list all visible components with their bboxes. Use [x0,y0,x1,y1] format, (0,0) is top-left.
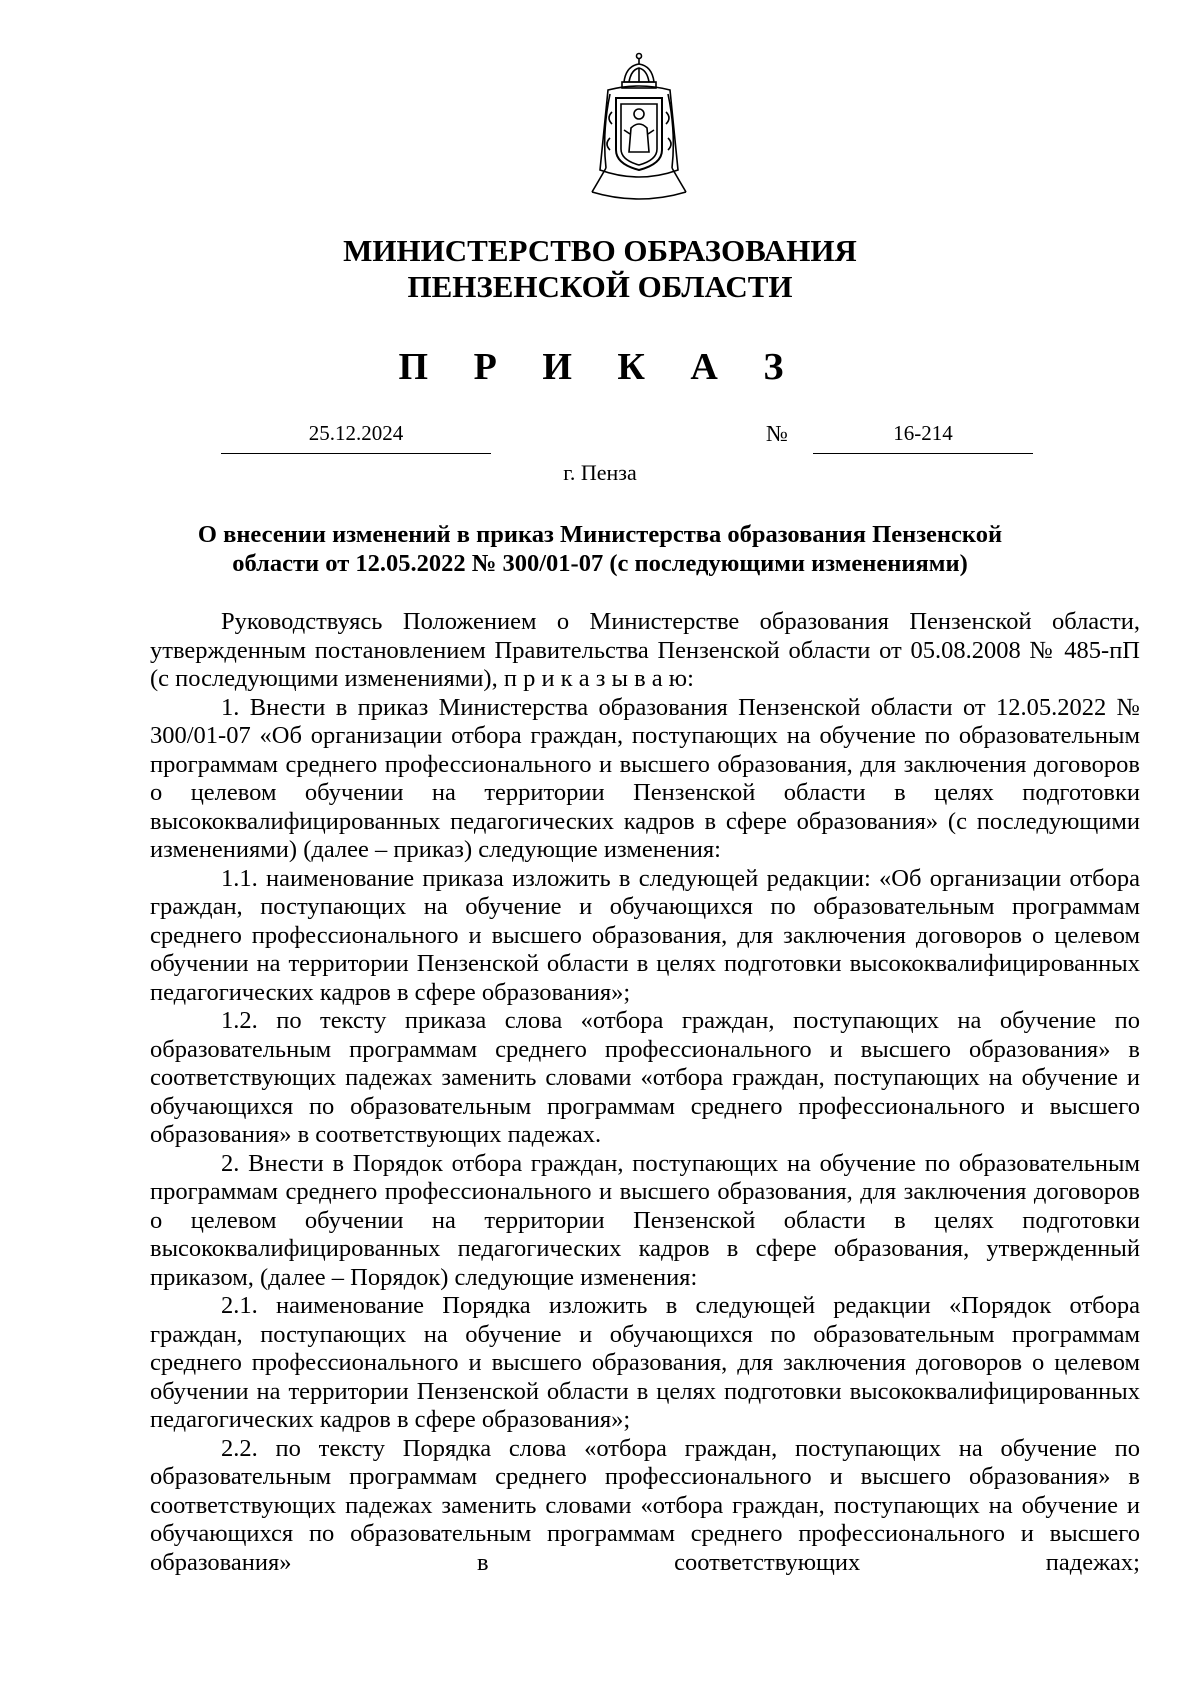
subject-line2: области от 12.05.2022 № 300/01-07 (с последующими изменениями) [232,550,968,577]
paragraph-preamble: Руководствуясь Положением о Министерстве образования Пензенской области, утвержденным постановлением Правительства Пензенской области от 05.08.2008 № 485-пП (с последующими изменениями), п р и к а з ы в а ю: [150,608,1140,692]
number-sign: № [766,421,788,446]
document-number: 16-214 [893,421,953,445]
document-type-title: П Р И К А З [398,346,802,388]
number-underline [813,453,1033,454]
document-subject [150,520,1050,578]
paragraph-item-1-2: 1.2. по тексту приказа слова «отбора граждан, поступающих на обучение по образовательным программам среднего профессионального и высшего образования» в соответствующих падежах заменить словами «отбора граждан, поступающих на обучение и обучающихся по образовательным программам среднего профессионального и высшего образования» в соответствующих падежах. [150,1007,1140,1148]
ministry-name-line2: ПЕНЗЕНСКОЙ ОБЛАСТИ [407,269,793,304]
document-body [150,608,1140,1577]
paragraph-item-2: 2. Внести в Порядок отбора граждан, поступающих на обучение по образовательным программам среднего профессионального и высшего образования, для заключения договоров о целевом обучении на территории Пензенской области в целях подготовки высококвалифицированных педагогических кадров в сфере образования, утвержденный приказом, (далее – Порядок) следующие изменения: [150,1149,1140,1291]
paragraph-item-1: 1. Внести в приказ Министерства образования Пензенской области от 12.05.2022 № 300/01-07 «Об организации отбора граждан, поступающих на обучение по образовательным программам среднего профессионального и высшего образования, для заключения договоров о целевом обучении на территории Пензенской области в целях подготовки высококвалифицированных педагогических кадров в сфере образования» (с последующими изменениями) (далее – приказ) следующие изменения: [150,693,1140,863]
document-date: 25.12.2024 [308,421,404,445]
paragraph-item-2-2: 2.2. по тексту Порядка слова «отбора граждан, поступающих на обучение по образовательным программам среднего профессионального и высшего образования» в соответствующих падежах заменить словами «отбора граждан, поступающих на обучение и обучающихся по образовательным программам среднего профессионального и высшего образования» в соответствующих падежах; [150,1434,1140,1576]
document-city: г. Пенза [563,460,637,485]
ministry-name-line1: МИНИСТЕРСТВО ОБРАЗОВАНИЯ [343,233,857,268]
subject-line1: О внесении изменений в приказ Министерства образования Пензенской [197,521,1003,548]
paragraph-item-1-1: 1.1. наименование приказа изложить в следующей редакции: «Об организации отбора граждан, поступающих на обучение и обучающихся по образовательным программам среднего профессионального и высшего образования, для заключения договоров о целевом обучении на территории Пензенской области в целях подготовки высококвалифицированных педагогических кадров в сфере образования»; [150,864,1140,1006]
coat-of-arms-emblem [586,52,692,204]
date-underline [221,453,491,454]
paragraph-item-2-1: 2.1. наименование Порядка изложить в следующей редакции «Порядок отбора граждан, поступающих на обучение и обучающихся по образовательным программам среднего профессионального и высшего образования, для заключения договоров о целевом обучении на территории Пензенской области в целях подготовки высококвалифицированных педагогических кадров в сфере образования»; [150,1292,1140,1433]
